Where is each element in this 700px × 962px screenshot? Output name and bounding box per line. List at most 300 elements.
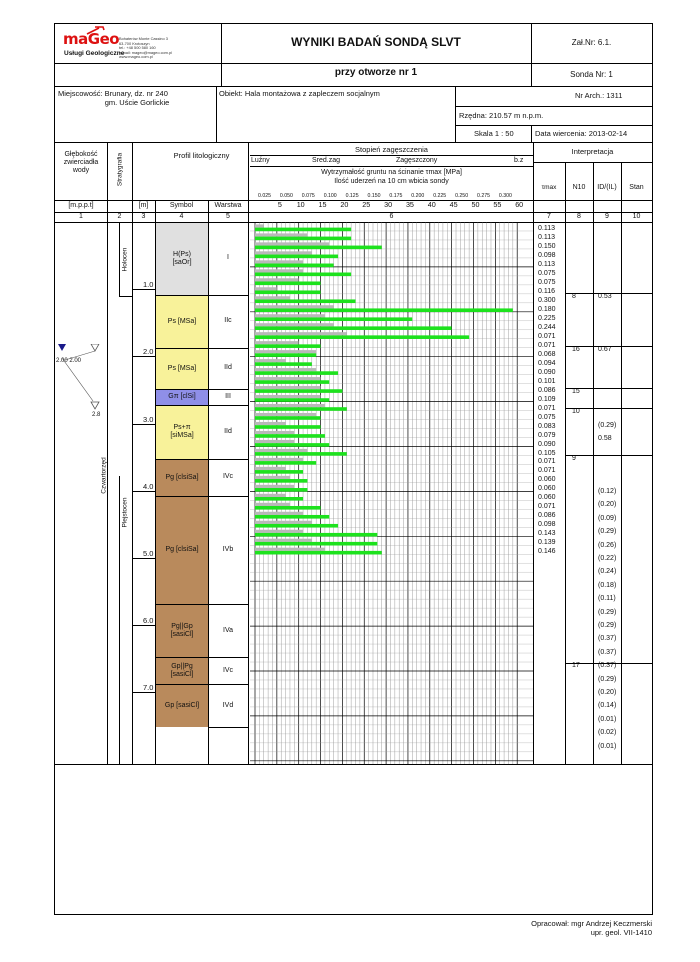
depth-mark: 1.0 [143,280,154,290]
id-value: (0.29) [598,528,617,536]
grey-bar [255,341,299,344]
divider [208,405,248,406]
water-depth-unit: [m.p.p.t] [68,202,94,209]
strength-tick: 0.200 [411,193,425,199]
divider [565,408,652,409]
tmax-value: 0.075 [538,278,556,286]
author-license: upr. geol. VII-1410 [590,928,652,937]
tmax-value: 0.300 [538,296,556,304]
blows-tick: 35 [405,200,414,209]
grey-bar [255,548,325,551]
divider [250,155,533,156]
hammer-icon [85,26,107,35]
tmax-value: 0.060 [538,494,556,502]
id-value: (0.29) [598,675,617,683]
tmax-value: 0.079 [538,431,556,439]
divider [455,106,652,107]
green-bar [255,425,321,429]
green-bar [255,326,452,330]
tmax-value: 0.113 [538,233,555,241]
slvt-chart [250,222,533,764]
col-number: 6 [389,213,394,220]
id-value: 0.53 [598,293,612,300]
density-loose: Luźny [251,157,270,164]
depth-mark: 7.0 [143,683,154,693]
divider [55,142,652,143]
layer-symbol: Gp [sasiCl] [164,702,200,710]
divider [455,86,456,142]
tmax-value: 0.113 [538,225,555,232]
lithology-layer [156,657,208,684]
layer-name: IVb [222,545,234,553]
elevation: Rzędna: 210.57 m n.p.m. [459,111,544,120]
tmax-value: 0.071 [538,458,556,466]
id-value: (0.37) [598,648,617,656]
green-bar [255,362,312,366]
density-header: Stopień zagęszczenia [355,145,428,154]
blows-tick: 15 [318,200,327,209]
grey-bar [255,269,303,272]
tmax-value: 0.075 [538,413,556,421]
id-value: (0.12) [598,488,617,495]
grey-bar [255,377,321,380]
green-bar [255,506,321,510]
id-value: (0.01) [598,742,617,750]
divider [208,389,248,390]
layer-symbol: [sasiCl] [170,671,194,679]
blows-tick: 10 [296,200,305,209]
depth-tick [132,625,155,626]
depth-mark: 4.0 [143,481,154,491]
lithology-layer [156,496,208,604]
tmax-value: 0.090 [538,368,556,376]
divider [132,142,133,764]
divider [593,162,594,764]
green-bar [255,398,329,402]
layer-symbol: Ps [MSa] [167,317,197,325]
blows-tick: 55 [493,200,502,209]
id-value: (0.37) [598,662,617,670]
tmax-value: 0.071 [538,467,556,475]
grey-bar [255,494,286,497]
green-bar [255,371,338,375]
divider [621,162,622,764]
id-value: (0.29) [598,422,617,429]
layer-symbol: [sasiCl] [170,631,194,639]
strength-tick: 0.175 [389,193,403,199]
id-value: (0.11) [598,595,616,603]
page-subtitle: przy otworze nr 1 [334,67,418,78]
tmax-value: 0.090 [538,440,556,448]
density-dense: Zagęszczony [396,157,438,164]
layer-name: IVa [223,626,233,634]
grey-bar [255,395,321,398]
object-name: Obiekt: Hala montażowa z zapleczem socjalnym [219,89,380,98]
divider [208,200,209,764]
green-bar [255,281,321,285]
green-bar [255,497,303,501]
stratigraphy-pleistocene: Plejstocen [121,497,129,528]
grey-bar [255,422,286,425]
green-bar [255,380,329,384]
tmax-value: 0.060 [538,485,556,493]
grey-bar [255,476,290,479]
n10-value: 9 [572,455,576,462]
divider [208,459,248,460]
depth-tick [132,424,155,425]
layer-name: IVc [222,666,234,674]
archive-number: Nr Arch.: 1311 [575,91,623,100]
layer-name: IId [224,364,232,372]
depth-tick [132,289,155,290]
grey-bar [255,233,307,236]
m-unit: [m] [138,202,149,209]
logo-subtitle: Usługi Geologiczne [64,50,125,57]
green-bar [255,308,513,312]
blows-tick: 30 [384,200,393,209]
page-title: WYNIKI BADAŃ SONDĄ SLVT [291,35,461,49]
n10-value: 8 [572,293,576,300]
stratigraphy-holocene: Holocen [121,247,129,272]
grey-bar [255,278,299,281]
tmax-value: 0.098 [538,521,556,529]
id-value: (0.09) [598,514,617,522]
strength-label: Wytrzymałość gruntu na ścinanie τmax [MPa] [321,169,462,176]
divider [208,604,248,605]
green-bar [255,255,338,259]
depth-mark: 3.0 [143,414,154,424]
id-value: (0.37) [598,635,617,643]
layer-symbol: [siMSa] [170,432,194,440]
strength-tick: 0.275 [477,193,490,199]
density-medium: Sred.zag [312,157,341,164]
col-number: 5 [226,213,230,220]
tmax-value: 0.060 [538,476,556,484]
id-value: (0.29) [598,622,617,629]
strength-tick: 0.050 [279,193,293,199]
drilling-date: Data wiercenia: 2013-02-14 [535,129,628,138]
blows-tick: 5 [277,200,282,209]
green-bar [255,407,347,411]
layer-name: IVd [222,701,234,709]
green-bar [255,290,321,294]
divider [208,348,248,349]
col-number: 8 [577,213,581,220]
grey-bar [255,530,303,533]
tmax-value: 0.113 [538,260,555,268]
green-bar [255,452,347,456]
grey-bar [255,323,334,326]
tmax-value: 0.071 [538,341,556,349]
divider [248,142,249,764]
green-bar [255,246,382,250]
green-bar [255,461,316,465]
id-value: (0.29) [598,608,617,616]
grey-bar [255,305,334,308]
tmax-value: 0.244 [538,323,556,331]
symbol-header: Symbol [169,202,194,209]
depth-tick [132,558,155,559]
layer-symbol: Ps+π [173,424,191,432]
n10-value: 10 [572,408,580,415]
col-number: 10 [632,213,641,220]
strength-tick: 0.025 [258,193,271,199]
divider [531,125,532,142]
divider [119,222,120,296]
green-bar [255,335,469,339]
tmax-value: 0.094 [538,359,556,367]
grey-bar [255,521,312,524]
layer-symbol: Pg [clsiSa] [165,473,199,481]
id-header: ID/(IL) [597,184,617,191]
green-bar [255,488,307,492]
tmax-value: 0.139 [538,539,556,547]
sonda-number: Sonda Nr: 1 [570,70,613,79]
divider [119,296,132,297]
id-value: 0.67 [598,346,612,353]
grey-bar [255,314,325,317]
green-bar [255,389,342,393]
strength-tick: 0.225 [433,193,447,199]
layer-symbol: [saOr] [172,258,192,266]
tmax-value: 0.225 [538,314,556,322]
tmax-value: 0.083 [538,422,556,430]
grey-bar [255,431,294,434]
strength-tick: 0.250 [455,193,469,199]
tmax-value: 0.071 [538,404,556,412]
divider [565,162,566,764]
divider [533,142,534,764]
layer-symbol: Gp||Pg [171,663,193,671]
tmax-value: 0.086 [538,386,556,394]
divider [55,200,652,201]
tmax-header: τmax [541,184,557,191]
tmax-value: 0.071 [538,332,556,340]
strength-tick: 0.075 [301,193,315,199]
tmax-value: 0.180 [538,305,556,313]
strength-tick: 0.300 [498,193,512,199]
layer-header: Warstwa [214,202,242,209]
blows-tick: 60 [515,200,524,209]
stratigraphy-quaternary: Czwartorzęd [100,457,108,494]
tmax-value: 0.068 [538,350,556,358]
id-value: (0.20) [598,689,617,696]
blows-tick: 40 [427,200,436,209]
grey-bar [255,296,290,299]
green-bar [255,479,307,483]
stan-header: Stan [629,184,644,191]
green-bar [255,353,316,357]
green-bar [255,443,329,447]
tmax-value: 0.143 [538,530,556,538]
profile-header: Profil litologiczny [173,151,230,160]
grey-bar [255,359,286,362]
id-value: (0.01) [598,715,617,723]
tmax-value: 0.086 [538,512,556,520]
divider [565,455,652,456]
id-value: (0.14) [598,702,617,710]
grey-bar [255,242,329,245]
divider [208,496,248,497]
id-value: 0.58 [598,435,612,442]
col-number: 3 [141,213,146,220]
location: Miejscowość: Brunary, dz. nr 240 [58,89,168,98]
zal-number: Zał.Nr: 6.1. [571,38,612,47]
grey-bar [255,404,325,407]
grey-bar [255,440,294,443]
divider [250,166,533,167]
water-depth-value: 2.00 2.00 [56,358,82,364]
divider [55,63,652,64]
layer-name: IId [224,427,232,435]
layer-symbol: Gπ [clSi] [168,393,196,401]
location-commune: gm. Uście Gorlickie [104,98,170,107]
blows-tick: 45 [449,200,458,209]
grey-bar [255,413,316,416]
grey-bar [255,458,303,461]
lithology-layer [156,684,208,727]
lithology-layer [156,222,208,295]
col-number: 1 [79,213,83,220]
grey-bar [255,539,312,542]
col-number: 9 [605,213,609,220]
id-value: (0.18) [598,581,617,589]
water-depth-header: Głębokość zwierciadła wody [63,151,99,174]
depth-mark: 2.0 [143,347,154,357]
divider [208,684,248,685]
footer [380,919,652,937]
id-value: (0.24) [598,568,617,576]
n10-value: 16 [572,346,580,353]
n10-header: N10 [572,184,586,191]
strength-tick: 0.100 [323,193,337,199]
tmax-value: 0.105 [538,449,556,457]
n10-value: 17 [572,662,580,669]
id-value: (0.02) [598,729,617,737]
lithology-layer [156,348,208,388]
divider [565,346,652,347]
tmax-value: 0.101 [538,377,556,385]
green-bar [255,434,325,438]
layer-name: III [225,392,231,400]
grey-bar [255,224,264,227]
green-bar [255,228,351,232]
lithology-layer [156,604,208,658]
divider [565,293,652,294]
tmax-value: 0.109 [538,395,556,403]
divider [216,86,217,142]
green-bar [255,273,351,277]
scale: Skala 1 : 50 [474,129,514,138]
grey-bar [255,512,303,515]
tmax-value: 0.146 [538,548,556,556]
grey-bar [255,287,277,290]
interpretation-header: Interpretacja [571,147,614,156]
logo-brand: maGeo [63,30,120,48]
green-bar [255,264,334,268]
divider [119,476,120,764]
blows-tick: 20 [340,200,349,209]
divider [55,86,652,87]
tmax-value: 0.098 [538,251,556,259]
green-bar [255,416,321,420]
grey-bar [255,485,294,488]
id-value: (0.20) [598,501,617,509]
depth-tick [132,491,155,492]
divider [55,764,652,765]
tmax-value: 0.075 [538,269,556,277]
green-bar [255,317,412,321]
lithology-layer [156,389,208,405]
divider [455,125,652,126]
green-bar [255,299,356,303]
grey-bar [255,467,286,470]
strength-tick: 0.150 [367,193,381,199]
lithology-layer [156,405,208,459]
grey-bar [255,368,316,371]
company-address: Bohaterów Monte Cassino 3 63-700 Krotoszyn tel.: +48 500 580 160 e-mail: mageo@mageo.com.pl www.mageo.com.pl [119,36,173,59]
grey-bar [255,260,303,263]
grey-bar [255,350,316,353]
layer-name: IVc [222,473,234,481]
green-bar [255,542,377,546]
col-number: 2 [117,213,122,220]
grey-bar [255,386,321,389]
depth-mark: 6.0 [143,616,154,626]
divider [208,727,248,728]
depth-tick [132,692,155,693]
depth-mark: 5.0 [143,549,154,558]
water-depth-value-2: 2.8 [92,412,101,418]
id-value: (0.26) [598,541,617,549]
tmax-value: 0.071 [538,503,556,511]
author: Opracował: mgr Andrzej Keczmerski [531,919,652,928]
blows-tick: 50 [471,200,480,209]
strength-tick: 0.125 [345,193,359,199]
green-bar [255,237,351,241]
depth-tick [132,356,155,357]
col-number: 4 [179,213,184,220]
divider [565,663,652,664]
grey-bar [255,503,290,506]
divider [565,388,652,389]
blows-tick: 25 [362,200,371,209]
layer-name: I [227,254,229,262]
green-bar [255,470,303,474]
blows-label: Ilość uderzeń na 10 cm wbicia sondy [334,178,449,185]
layer-symbol: Pg||Gp [171,623,193,631]
green-bar [255,524,338,528]
density-very-dense: b.z [514,157,524,164]
n10-value: 15 [572,388,580,395]
green-bar [255,344,321,348]
divider [208,295,248,296]
tmax-value: 0.116 [538,287,555,295]
stratigraphy-header: Stratygrafia [116,152,124,187]
grey-bar [255,449,307,452]
lithology-layer [156,295,208,349]
report-sheet [54,23,653,915]
green-bar [255,533,377,537]
grey-bar [255,332,347,335]
tmax-value: 0.150 [538,242,556,250]
grey-bar [255,251,312,254]
divider [208,657,248,658]
lithology-layer [156,459,208,497]
layer-symbol: H(Ps) [173,250,191,258]
id-value: (0.22) [598,555,617,562]
layer-symbol: Pg [clsiSa] [165,546,199,554]
